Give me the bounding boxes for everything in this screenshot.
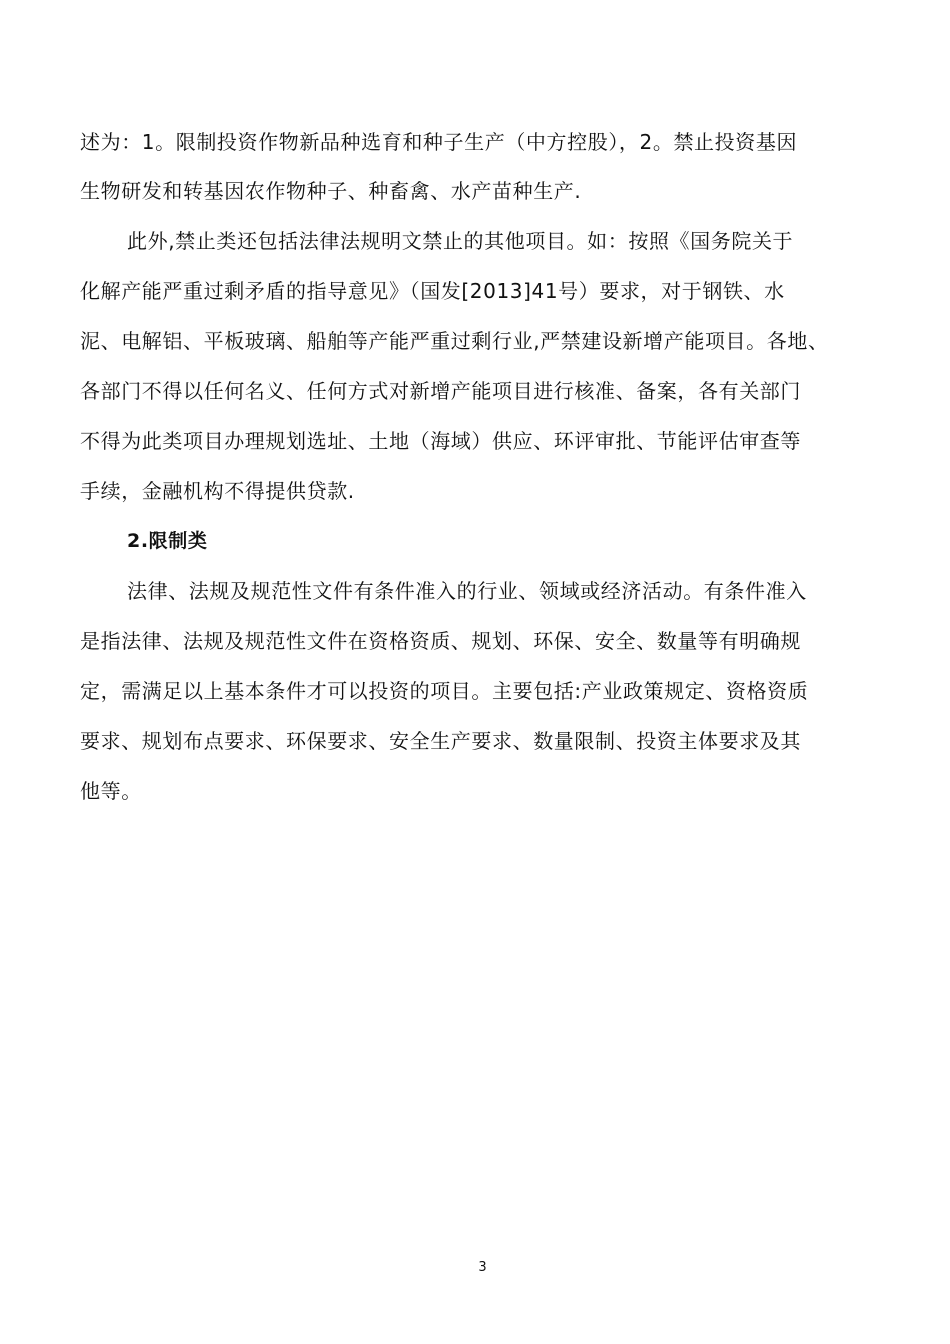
paragraph-3-line-1: 法律、法规及规范性文件有条件准入的行业、领域或经济活动。有条件准入 bbox=[127, 579, 807, 603]
paragraph-2-line-3: 泥、电解铝、平板玻璃、船舶等产能严重过剩行业,严禁建设新增产能项目。各地、 bbox=[80, 329, 829, 353]
paragraph-1-line-2: 生物研发和转基因农作物种子、种畜禽、水产苗种生产. bbox=[80, 179, 582, 203]
paragraph-2-line-2: 化解产能严重过剩矛盾的指导意见》（国发[2013]41号）要求，对于钢铁、水 bbox=[80, 279, 785, 303]
paragraph-2-line-1: 此外,禁止类还包括法律法规明文禁止的其他项目。如：按照《国务院关于 bbox=[127, 229, 794, 253]
paragraph-1-line-1: 述为：1。限制投资作物新品种选育和种子生产（中方控股），2。禁止投资基因 bbox=[80, 130, 798, 154]
paragraph-2-line-4: 各部门不得以任何名义、任何方式对新增产能项目进行核准、备案，各有关部门 bbox=[80, 379, 801, 403]
paragraph-3-line-3: 定，需满足以上基本条件才可以投资的项目。主要包括:产业政策规定、资格资质 bbox=[80, 679, 809, 703]
section-heading: 2.限制类 bbox=[127, 530, 208, 552]
paragraph-2-line-5: 不得为此类项目办理规划选址、土地（海域）供应、环评审批、节能评估审查等 bbox=[80, 429, 801, 453]
page-number: 3 bbox=[478, 1260, 487, 1275]
paragraph-3-line-4: 要求、规划布点要求、环保要求、安全生产要求、数量限制、投资主体要求及其 bbox=[80, 729, 801, 753]
paragraph-3-line-2: 是指法律、法规及规范性文件在资格资质、规划、环保、安全、数量等有明确规 bbox=[80, 629, 801, 653]
paragraph-3-line-5: 他等。 bbox=[80, 779, 142, 803]
paragraph-2-line-6: 手续，金融机构不得提供贷款. bbox=[80, 479, 355, 503]
